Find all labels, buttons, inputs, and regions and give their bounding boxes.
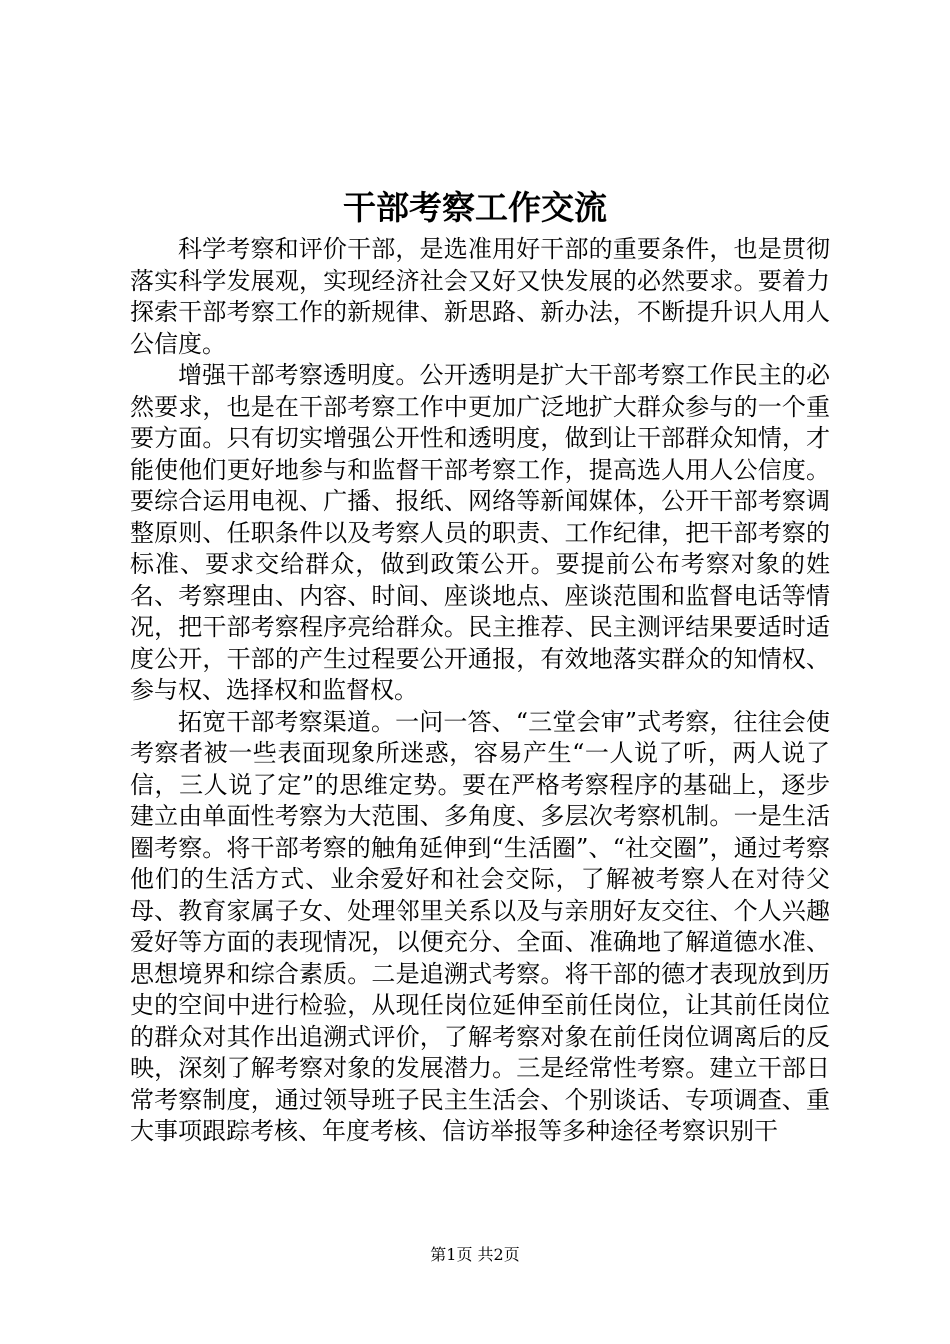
- paragraph-intro: 科学考察和评价干部，是选准用好干部的重要条件，也是贯彻落实科学发展观，实现经济社会又好又快发展的必然要求。要着力探索干部考察工作的新规律、新思路、新办法，不断提升识人用人公信度。: [130, 235, 830, 358]
- document-title: 干部考察工作交流: [343, 188, 607, 227]
- document-body: [130, 234, 830, 1148]
- page-total: 共2页: [477, 1245, 520, 1264]
- paragraph-transparency: 增强干部考察透明度。公开透明是扩大干部考察工作民主的必然要求，也是在干部考察工作中更加广泛地扩大群众参与的一个重要方面。只有切实增强公开性和透明度，做到让干部群众知情，才能使他们更好地参与和监督干部考察工作，提高选人用人公信度。要综合运用电视、广播、报纸、网络等新闻媒体，公开干部考察调整原则、任职条件以及考察人员的职责、工作纪律，把干部考察的标准、要求交给群众，做到政策公开。要提前公布考察对象的姓名、考察理由、内容、时间、座谈地点、座谈范围和监督电话等情况，把干部考察程序亮给群众。民主推荐、民主测评结果要适时适度公开，干部的产生过程要公开通报，有效地落实群众的知情权、参与权、选择权和监督权。: [130, 361, 830, 704]
- paragraph-channels: 拓宽干部考察渠道。一问一答、“三堂会审”式考察，往往会使考察者被一些表面现象所迷惑，容易产生“一人说了听，两人说了信，三人说了定”的思维定势。要在严格考察程序的基础上，逐步建立由单面性考察为大范围、多角度、多层次考察机制。一是生活圈考察。将干部考察的触角延伸到“生活圈”、“社交圈”，通过考察他们的生活方式、业余爱好和社会交际，了解被考察人在对待父母、教育家属子女、处理邻里关系以及与亲朋好友交往、个人兴趣爱好等方面的表现情况，以便充分、全面、准确地了解道德水准、思想境界和综合素质。二是追溯式考察。将干部的德才表现放到历史的空间中进行检验，从现任岗位延伸至前任岗位，让其前任岗位的群众对其作出追溯式评价，了解考察对象在前任岗位调离后的反映，深刻了解考察对象的发展潜力。三是经常性考察。建立干部日常考察制度，通过领导班子民主生活会、个别谈话、专项调查、重大事项跟踪考核、年度考核、信访举报等多种途径考察识别干: [130, 707, 830, 1145]
- page-footer: [0, 1244, 950, 1266]
- page-number: 第1页: [430, 1245, 473, 1264]
